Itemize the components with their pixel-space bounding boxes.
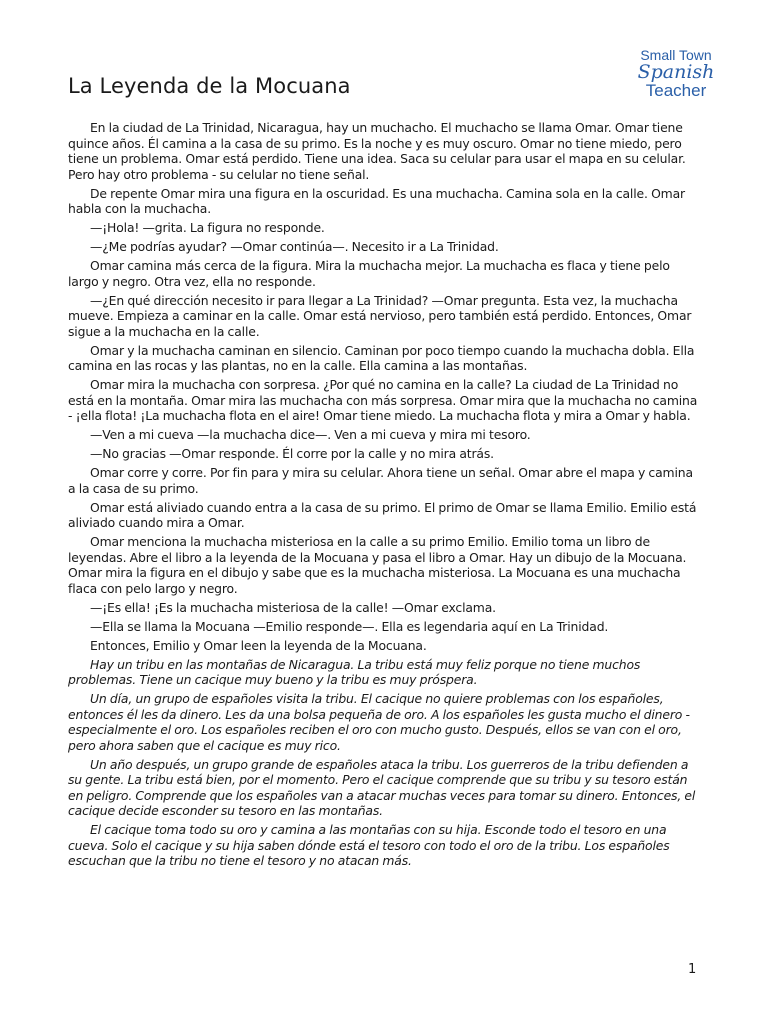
paragraph: Omar y la muchacha caminan en silencio. Caminan por poco tiempo cuando la muchacha dobla. Ella camina en las rocas y las plantas, no en la calle. Ella camina a las montañas. — [68, 342, 695, 373]
paragraph: —No gracias —Omar responde. Él corre por la calle y no mira atrás. — [90, 446, 494, 461]
paragraph: Hay un tribu en las montañas de Nicaragua. La tribu está muy feliz porque no tiene muchos problemas. Tiene un cacique muy bueno y la tribu es muy próspera. — [68, 656, 641, 687]
paragraph: —Ven a mi cueva —la muchacha dice—. Ven a mi cueva y mira mi tesoro. — [90, 427, 531, 442]
logo-line-spanish: Spanish — [637, 61, 715, 83]
paragraph: —Ella se llama la Mocuana —Emilio responde—. Ella es legendaria aquí en La Trinidad. — [90, 618, 609, 634]
logo-line-teacher: Teacher — [645, 81, 707, 100]
document-title: La Leyenda de la Mocuana — [68, 74, 351, 98]
paragraph: Omar está aliviado cuando entra a la casa de su primo. El primo de Omar se llama Emilio. Emilio está aliviado cuando mira a Omar. — [68, 499, 697, 530]
paragraph: —¿En qué dirección necesito ir para llegar a La Trinidad? —Omar pregunta. Esta vez, la muchacha mueve. Empieza a caminar en la calle. Omar está nervioso, pero también está perdido. Entonces, Omar sigue a la muchacha en la calle. — [68, 292, 692, 339]
paragraph: —¡Hola! —grita. La figura no responde. — [90, 220, 325, 235]
paragraph: Omar menciona la muchacha misteriosa en la calle a su primo Emilio. Emilio toma un libro de leyendas. Abre el libro a la leyenda de la Mocuana y pasa el libro a Omar. Hay un dibujo de la Mocuana. Omar mira la figura en el dibujo y sabe que es la muchacha misteriosa. La Mocuana es una muchacha flaca con pelo largo y negro. — [68, 534, 687, 596]
page-number: 1 — [688, 962, 697, 977]
paragraph: El cacique toma todo su oro y camina a las montañas con su hija. Esconde todo el tesoro en una cueva. Solo el cacique y su hija saben dónde está el tesoro con todo el oro de la tribu. Los españoles escuchan que la tribu no tiene el tesoro y no atacan más. — [68, 822, 670, 868]
paragraph: —¿Me podrías ayudar? —Omar continúa—. Necesito ir a La Trinidad. — [90, 239, 499, 254]
paragraph: Omar corre y corre. Por fin para y mira su celular. Ahora tiene un señal. Omar abre el mapa y camina a la casa de su primo. — [68, 465, 693, 496]
brand-logo — [628, 48, 724, 99]
paragraph: Entonces, Emilio y Omar leen la leyenda de la Mocuana. — [90, 637, 427, 653]
story-body — [68, 120, 700, 872]
paragraph: —¡Es ella! ¡Es la muchacha misteriosa de la calle! —Omar exclama. — [90, 599, 496, 615]
paragraph: Un día, un grupo de españoles visita la tribu. El cacique no quiere problemas con los españoles, entonces él les da dinero. Les da una bolsa pequeña de oro. A los españoles les gusta mucho el dinero - especialmente el oro. Los españoles reciben el oro con mucho gusto. Después, ellos se van con el oro, pero ahora saben que el cacique es muy rico. — [68, 691, 690, 753]
paragraph: De repente Omar mira una figura en la oscuridad. Es una muchacha. Camina sola en la calle. Omar habla con la muchacha. — [68, 185, 685, 216]
paragraph: En la ciudad de La Trinidad, Nicaragua, hay un muchacho. El muchacho se llama Omar. Omar tiene quince años. Él camina a la casa de su primo. Es la noche y es muy oscuro. Omar no tiene miedo, pero tiene un problema. Omar está perdido. Tiene una idea. Saca su celular para usar el mapa en su celular. Pero hay otro problema - su celular no tiene señal. — [68, 120, 686, 182]
paragraph: Omar camina más cerca de la figura. Mira la muchacha mejor. La muchacha es flaca y tiene pelo largo y negro. Otra vez, ella no responde. — [68, 258, 670, 289]
paragraph: Un año después, un grupo grande de españoles ataca la tribu. Los guerreros de la tribu defienden a su gente. La tribu está bien, por el momento. Pero el cacique comprende que su tribu y su tesoro están en peligro. Comprende que los españoles van a atacar muchas veces para tomar su dinero. Entonces, el cacique decide esconder su tesoro en las montañas. — [68, 756, 696, 818]
paragraph: Omar mira la muchacha con sorpresa. ¿Por qué no camina en la calle? La ciudad de La Trinidad no está en la montaña. Omar mira las muchacha con más sorpresa. Omar mira que la muchacha no camina - ¡ella flota! ¡La muchacha flota en el aire! Omar tiene miedo. La muchacha flota y mira a Omar y habla. — [68, 377, 698, 423]
logo-line-small-town: Small Town — [640, 47, 712, 63]
